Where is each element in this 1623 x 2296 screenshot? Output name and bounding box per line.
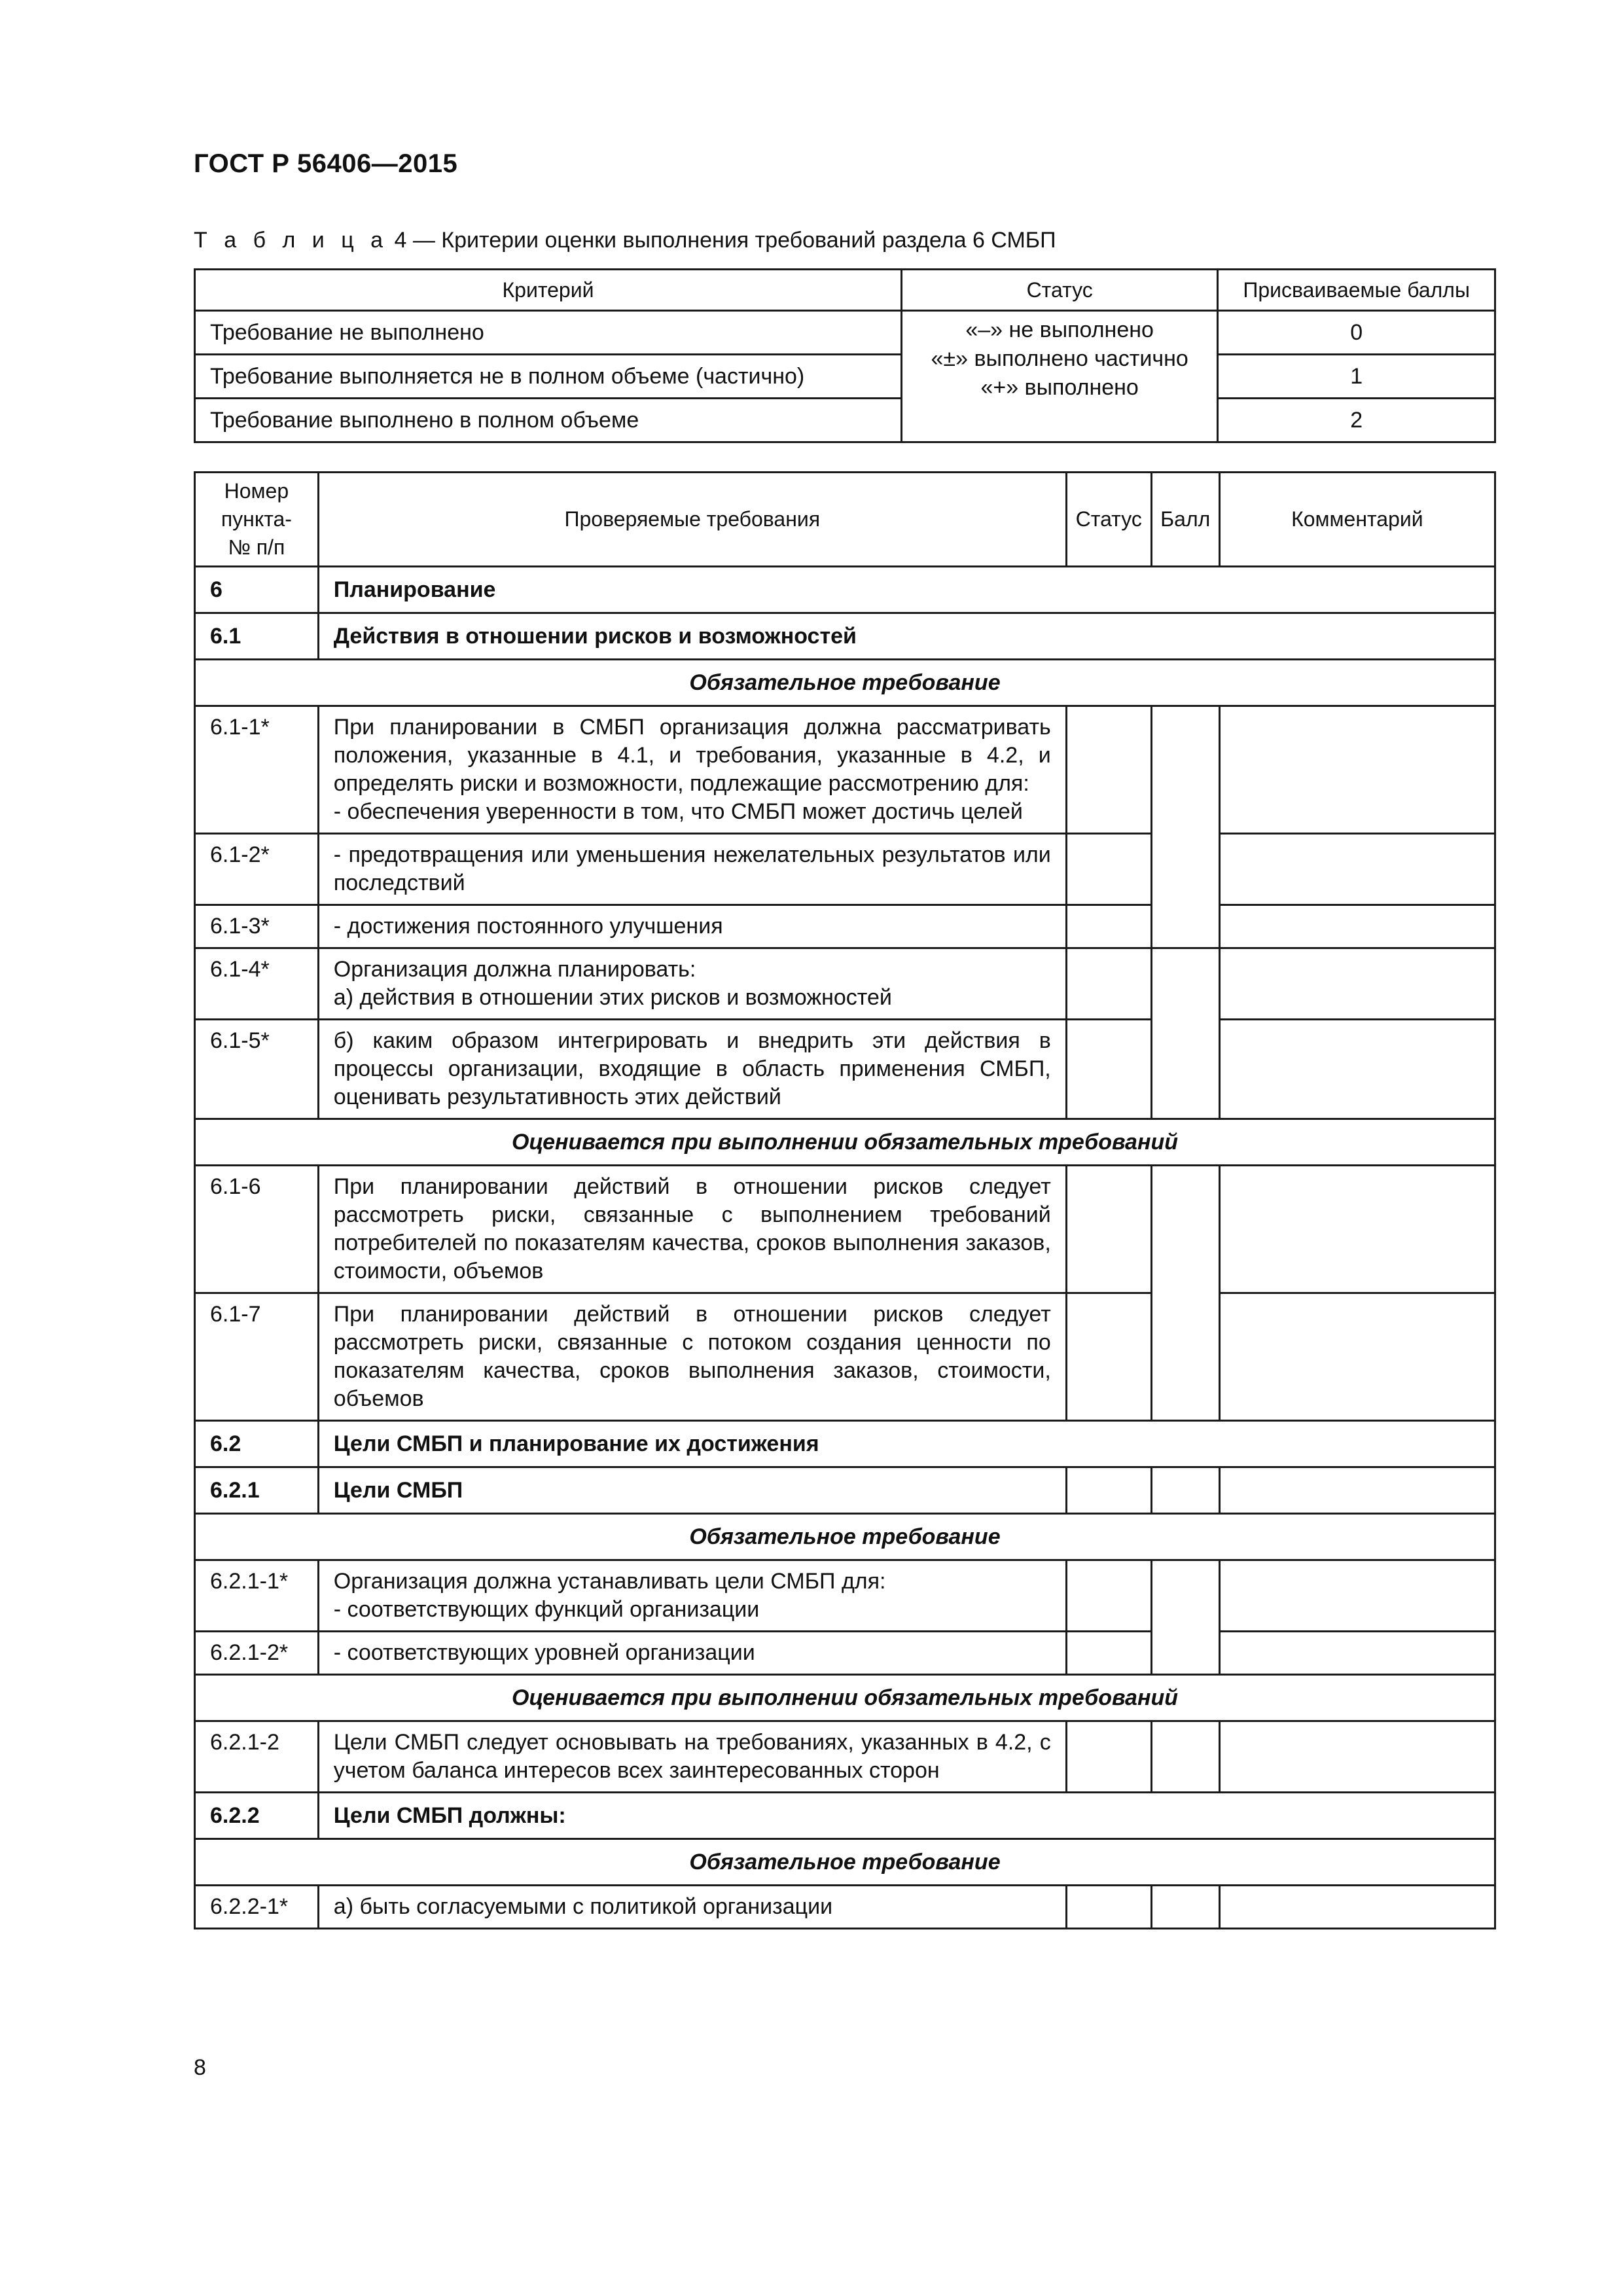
section-title: Цели СМБП и планирование их достижения [318, 1421, 1495, 1467]
comment-cell[interactable] [1219, 1166, 1495, 1293]
status-cell[interactable] [1066, 1020, 1151, 1119]
section-title: Цели СМБП [318, 1467, 1066, 1514]
header-number [195, 473, 319, 567]
requirement-text: При планировании действий в отношении рисков следует рассмотреть риски, связанные с выполнением требований потребителей по показателям качества, сроков выполнения заказов, стоимости, объемов [318, 1166, 1066, 1293]
page-number: 8 [194, 2055, 206, 2080]
section-row-6 [195, 567, 1495, 613]
score-cell[interactable] [1151, 1886, 1219, 1929]
status-cell[interactable] [1066, 948, 1151, 1020]
comment-cell[interactable] [1219, 1560, 1495, 1632]
evaluated-label-row [195, 1675, 1495, 1721]
requirement-row [195, 1293, 1495, 1421]
requirement-row [195, 948, 1495, 1020]
requirement-number: 6.2.2-1* [195, 1886, 319, 1929]
section-title: Действия в отношении рисков и возможностей [318, 613, 1495, 660]
status-cell[interactable] [1066, 1886, 1151, 1929]
status-cell[interactable] [1066, 1721, 1151, 1793]
requirement-row [195, 1886, 1495, 1929]
mandatory-requirement-label: Обязательное требование [195, 1839, 1495, 1886]
score-cell[interactable] [1151, 948, 1219, 1119]
evaluated-requirement-label: Оценивается при выполнении обязательных требований [195, 1119, 1495, 1166]
comment-cell[interactable] [1219, 1632, 1495, 1675]
comment-cell[interactable] [1219, 1721, 1495, 1793]
caption-prefix: Т а б л и ц а [194, 228, 389, 253]
requirement-number: 6.1-5* [195, 1020, 319, 1119]
criteria-points: 1 [1218, 355, 1495, 399]
requirement-line: - обеспечения уверенности в том, что СМБП может достичь целей [333, 799, 1023, 824]
status-cell[interactable] [1066, 1293, 1151, 1421]
comment-cell[interactable] [1219, 1020, 1495, 1119]
requirement-text [318, 1560, 1066, 1632]
criteria-points: 2 [1218, 399, 1495, 442]
score-cell[interactable] [1151, 1560, 1219, 1675]
section-title: Планирование [318, 567, 1495, 613]
criteria-criterion: Требование выполняется не в полном объеме (частично) [195, 355, 902, 399]
requirement-line: Организация должна устанавливать цели СМБП для: [333, 1569, 886, 1594]
comment-cell[interactable] [1219, 1293, 1495, 1421]
status-cell[interactable] [1066, 834, 1151, 905]
requirement-number: 6.1-3* [195, 905, 319, 948]
section-number: 6 [195, 567, 319, 613]
criteria-table [194, 268, 1496, 443]
section-number: 6.2.2 [195, 1793, 319, 1839]
status-cell[interactable] [1066, 1166, 1151, 1293]
criteria-header-row [195, 270, 1495, 311]
comment-cell[interactable] [1219, 1467, 1495, 1514]
requirement-line: - соответствующих функций организации [333, 1597, 760, 1622]
header-score: Балл [1151, 473, 1219, 567]
mandatory-requirement-label: Обязательное требование [195, 660, 1495, 706]
header-number-line: № п/п [228, 535, 285, 559]
requirement-row [195, 706, 1495, 834]
mandatory-label-row [195, 660, 1495, 706]
requirement-number: 6.2.1-2 [195, 1721, 319, 1793]
criteria-row [195, 399, 1495, 442]
section-number: 6.1 [195, 613, 319, 660]
criteria-header-criterion: Критерий [195, 270, 902, 311]
status-cell[interactable] [1066, 1560, 1151, 1632]
score-cell[interactable] [1151, 706, 1219, 948]
requirement-text [318, 706, 1066, 834]
criteria-row [195, 311, 1495, 355]
section-number: 6.2.1 [195, 1467, 319, 1514]
status-line: «–» не выполнено [965, 317, 1154, 342]
requirement-row [195, 1560, 1495, 1632]
requirement-line: Организация должна планировать: [333, 957, 696, 982]
section-row-6-2-2 [195, 1793, 1495, 1839]
comment-cell[interactable] [1219, 948, 1495, 1020]
criteria-criterion: Требование не выполнено [195, 311, 902, 355]
requirement-text: б) каким образом интегрировать и внедрить эти действия в процессы организации, входящие в область применения СМБП, оценивать результативность этих действий [318, 1020, 1066, 1119]
requirement-number: 6.1-7 [195, 1293, 319, 1421]
requirement-row [195, 905, 1495, 948]
criteria-points: 0 [1218, 311, 1495, 355]
requirement-text: При планировании действий в отношении рисков следует рассмотреть риски, связанные с потоком создания ценности по показателям качества, сроков выполнения заказов, стоимости, объемов [318, 1293, 1066, 1421]
requirement-text: - достижения постоянного улучшения [318, 905, 1066, 948]
section-number: 6.2 [195, 1421, 319, 1467]
requirement-text: а) быть согласуемыми с политикой организации [318, 1886, 1066, 1929]
requirement-line: а) действия в отношении этих рисков и возможностей [333, 985, 892, 1010]
score-cell[interactable] [1151, 1467, 1219, 1514]
requirements-table [194, 471, 1496, 1929]
section-row-6-2 [195, 1421, 1495, 1467]
caption-text: 4 — Критерии оценки выполнения требований раздела 6 СМБП [388, 228, 1056, 253]
score-cell[interactable] [1151, 1166, 1219, 1421]
comment-cell[interactable] [1219, 834, 1495, 905]
header-comment: Комментарий [1219, 473, 1495, 567]
criteria-criterion: Требование выполнено в полном объеме [195, 399, 902, 442]
status-cell[interactable] [1066, 706, 1151, 834]
status-cell[interactable] [1066, 1467, 1151, 1514]
status-cell[interactable] [1066, 1632, 1151, 1675]
header-status: Статус [1066, 473, 1151, 567]
requirement-row [195, 834, 1495, 905]
requirement-number: 6.1-1* [195, 706, 319, 834]
criteria-row [195, 355, 1495, 399]
evaluated-requirement-label: Оценивается при выполнении обязательных требований [195, 1675, 1495, 1721]
status-line: «+» выполнено [980, 375, 1139, 400]
requirement-row [195, 1632, 1495, 1675]
section-title: Цели СМБП должны: [318, 1793, 1495, 1839]
requirement-text: - соответствующих уровней организации [318, 1632, 1066, 1675]
requirements-header-row [195, 473, 1495, 567]
requirement-text: - предотвращения или уменьшения нежелательных результатов или последствий [318, 834, 1066, 905]
score-cell[interactable] [1151, 1721, 1219, 1793]
status-cell[interactable] [1066, 905, 1151, 948]
requirement-number: 6.2.1-2* [195, 1632, 319, 1675]
requirement-text: Цели СМБП следует основывать на требованиях, указанных в 4.2, с учетом баланса интересов всех заинтересованных сторон [318, 1721, 1066, 1793]
mandatory-label-row [195, 1514, 1495, 1560]
requirement-row [195, 1166, 1495, 1293]
requirement-row [195, 1721, 1495, 1793]
requirement-number: 6.1-6 [195, 1166, 319, 1293]
requirement-line: При планировании в СМБП организация должна рассматривать положения, указанные в 4.1, и требования, указанные в 4.2, и определять риски и возможности, подлежащие рассмотрению для: [333, 715, 1051, 796]
criteria-header-points: Присваиваемые баллы [1218, 270, 1495, 311]
header-requirements: Проверяемые требования [318, 473, 1066, 567]
comment-cell[interactable] [1219, 905, 1495, 948]
comment-cell[interactable] [1219, 706, 1495, 834]
requirement-number: 6.1-4* [195, 948, 319, 1020]
section-row-6-1 [195, 613, 1495, 660]
comment-cell[interactable] [1219, 1886, 1495, 1929]
section-row-6-2-1 [195, 1467, 1495, 1514]
header-number-line: Номер [224, 479, 289, 503]
requirement-text [318, 948, 1066, 1020]
table-caption [194, 228, 1056, 253]
criteria-header-status: Статус [901, 270, 1217, 311]
evaluated-label-row [195, 1119, 1495, 1166]
requirement-number: 6.2.1-1* [195, 1560, 319, 1632]
requirement-row [195, 1020, 1495, 1119]
criteria-status-cell [901, 311, 1217, 442]
header-number-line: пункта- [221, 507, 292, 531]
document-header: ГОСТ Р 56406—2015 [194, 149, 458, 178]
mandatory-requirement-label: Обязательное требование [195, 1514, 1495, 1560]
mandatory-label-row [195, 1839, 1495, 1886]
requirement-number: 6.1-2* [195, 834, 319, 905]
status-line: «±» выполнено частично [931, 346, 1188, 371]
